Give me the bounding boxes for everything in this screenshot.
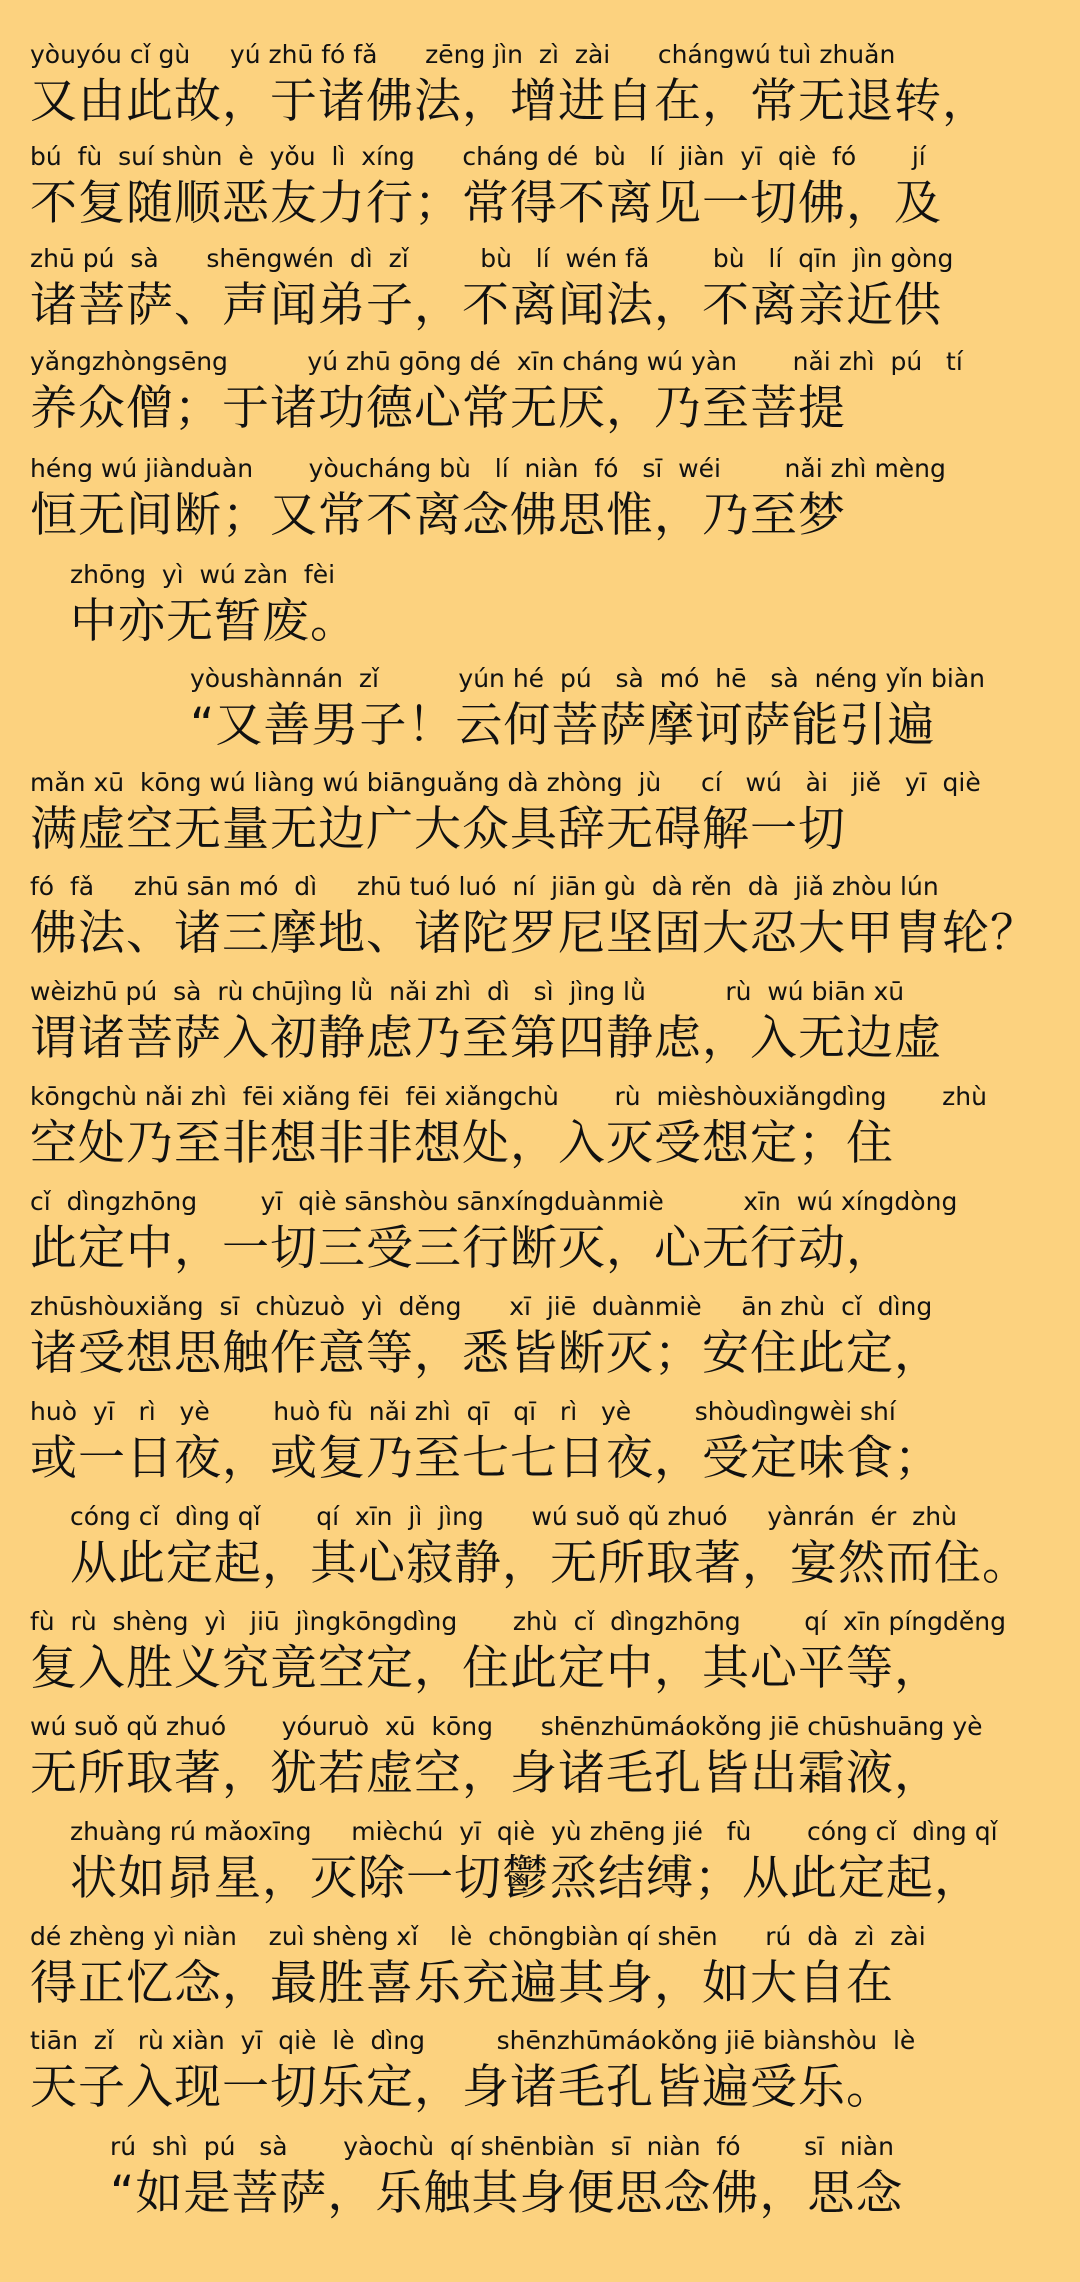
pinyin-line: zhuàng rú mǎoxīng mièchú yī qiè yù zhēng jié fù cóng cǐ dìng qǐ <box>70 1817 998 1846</box>
text-line-5 <box>30 452 1070 546</box>
pinyin-line: mǎn xū kōng wú liàng wú biānguǎng dà zhòng jù cí wú ài jiě yī qiè <box>30 768 981 797</box>
hanzi-line: 从此定起，其心寂静，无所取著，宴然而住。 <box>70 1536 1030 1591</box>
text-line-20 <box>30 2024 1070 2118</box>
text-line-9 <box>30 870 1070 964</box>
pinyin-line: tiān zǐ rù xiàn yī qiè lè dìng shēnzhūmáokǒng jiē biànshòu lè <box>30 2026 916 2055</box>
hanzi-line: 无所取著，犹若虚空，身诸毛孔皆出霜液， <box>30 1746 942 1801</box>
pinyin-line: héng wú jiànduàn yòucháng bù lí niàn fó sī wéi nǎi zhì mèng <box>30 454 946 483</box>
hanzi-line: 满虚空无量无边广大众具辞无碍解一切 <box>30 802 846 857</box>
pinyin-line: rú shì pú sà yàochù qí shēnbiàn sī niàn fó sī niàn <box>110 2132 894 2161</box>
pinyin-line: zhū pú sà shēngwén dì zǐ bù lí wén fǎ bù lí qīn jìn gòng <box>30 244 954 273</box>
hanzi-line: “又善男子！云何菩萨摩诃萨能引遍 <box>190 698 936 753</box>
hanzi-line: 恒无间断；又常不离念佛思惟，乃至梦 <box>30 488 846 543</box>
pinyin-line: wèizhū pú sà rù chūjìng lǜ nǎi zhì dì sì jìng lǜ rù wú biān xū <box>30 977 905 1006</box>
pinyin-line: dé zhèng yì niàn zuì shèng xǐ lè chōngbiàn qí shēn rú dà zì zài <box>30 1922 926 1951</box>
pinyin-line: kōngchù nǎi zhì fēi xiǎng fēi fēi xiǎngchù rù mièshòuxiǎngdìng zhù <box>30 1082 987 1111</box>
text-line-17 <box>30 1710 1070 1804</box>
hanzi-line: 不复随顺恶友力行；常得不离见一切佛，及 <box>30 176 942 231</box>
pinyin-line: yòuyóu cǐ gù yú zhū fó fǎ zēng jìn zì zài chángwú tuì zhuǎn <box>30 40 896 69</box>
text-line-21 <box>110 2130 1070 2224</box>
hanzi-line: 中亦无暂废。 <box>70 594 358 649</box>
pinyin-line: wú suǒ qǔ zhuó yóuruò xū kōng shēnzhūmáokǒng jiē chūshuāng yè <box>30 1712 983 1741</box>
pinyin-line: bú fù suí shùn è yǒu lì xíng cháng dé bù lí jiàn yī qiè fó jí <box>30 142 926 171</box>
text-line-1 <box>30 38 1070 132</box>
pinyin-line: fù rù shèng yì jiū jìngkōngdìng zhù cǐ dìngzhōng qí xīn píngděng <box>30 1607 1006 1636</box>
hanzi-line: 得正忆念，最胜喜乐充遍其身，如大自在 <box>30 1956 894 2011</box>
hanzi-line: 状如昴星，灭除一切鬱烝结缚；从此定起， <box>70 1851 982 1906</box>
text-line-10 <box>30 975 1070 1069</box>
hanzi-line: 此定中，一切三受三行断灭，心无行动， <box>30 1221 894 1276</box>
pinyin-line: zhūshòuxiǎng sī chùzuò yì děng xī jiē duànmiè ān zhù cǐ dìng <box>30 1292 933 1321</box>
text-line-4 <box>30 345 1070 439</box>
pinyin-line: yòushànnán zǐ yún hé pú sà mó hē sà néng yǐn biàn <box>190 664 985 693</box>
hanzi-line: 复入胜义究竟空定，住此定中，其心平等， <box>30 1641 942 1696</box>
text-line-15 <box>70 1500 1070 1594</box>
text-line-6 <box>70 558 1070 652</box>
pinyin-line: zhōng yì wú zàn fèi <box>70 560 336 589</box>
hanzi-line: 天子入现一切乐定，身诸毛孔皆遍受乐。 <box>30 2060 894 2115</box>
hanzi-line: 空处乃至非想非非想处，入灭受想定；住 <box>30 1116 894 1171</box>
hanzi-line: 或一日夜，或复乃至七七日夜，受定味食； <box>30 1431 942 1486</box>
hanzi-line: 诸受想思触作意等，悉皆断灭；安住此定， <box>30 1326 942 1381</box>
text-line-7 <box>190 662 1070 756</box>
hanzi-line: 佛法、诸三摩地、诸陀罗尼坚固大忍大甲胄轮？ <box>30 906 1038 961</box>
pinyin-line: cǐ dìngzhōng yī qiè sānshòu sānxíngduànmiè xīn wú xíngdòng <box>30 1187 958 1216</box>
text-line-13 <box>30 1290 1070 1384</box>
text-line-18 <box>70 1815 1070 1909</box>
text-line-16 <box>30 1605 1070 1699</box>
pinyin-line: yǎngzhòngsēng yú zhū gōng dé xīn cháng wú yàn nǎi zhì pú tí <box>30 347 963 376</box>
hanzi-line: “如是菩萨，乐触其身便思念佛，思念 <box>110 2166 904 2221</box>
hanzi-line: 谓诸菩萨入初静虑乃至第四静虑，入无边虚 <box>30 1011 942 1066</box>
pinyin-line: fó fǎ zhū sān mó dì zhū tuó luó ní jiān gù dà rěn dà jiǎ zhòu lún <box>30 872 939 901</box>
hanzi-line: 诸菩萨、声闻弟子，不离闻法，不离亲近供 <box>30 278 942 333</box>
text-line-8 <box>30 766 1070 860</box>
hanzi-line: 又由此故，于诸佛法，增进自在，常无退转， <box>30 74 990 129</box>
pinyin-line: huò yī rì yè huò fù nǎi zhì qī qī rì yè shòudìngwèi shí <box>30 1397 896 1426</box>
text-line-11 <box>30 1080 1070 1174</box>
pinyin-line: cóng cǐ dìng qǐ qí xīn jì jìng wú suǒ qǔ zhuó yànrán ér zhù <box>70 1502 957 1531</box>
text-line-19 <box>30 1920 1070 2014</box>
text-line-2 <box>30 140 1070 234</box>
text-line-12 <box>30 1185 1070 1279</box>
text-line-3 <box>30 242 1070 336</box>
text-line-14 <box>30 1395 1070 1489</box>
hanzi-line: 养众僧；于诸功德心常无厌，乃至菩提 <box>30 381 846 436</box>
